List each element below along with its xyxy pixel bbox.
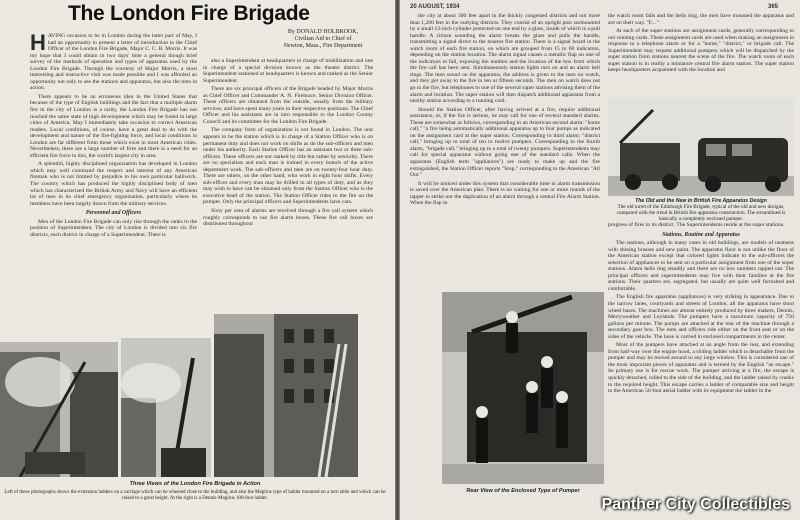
paragraph: progress of fires in its district. The Superintendents reside at the super stations. (608, 222, 785, 228)
photo-dennis-magirus (214, 314, 358, 477)
fire-engines-image (608, 98, 794, 196)
paragraph: AVING occasion to be in London during the latter part of May, I had an opportunity to present a letter of introduction to the Chief Officer of the London Fire Brigade, Major C. C. B. Morris. It was my hope that I could obtain in two days' time a general though brief survey of the methods of operation and types of apparatus used by the London Fire Brigade. Through the courtesy of Major Morris, a most interesting and instructive visit was made possible and I was afforded an opportunity not only to see the stations and apparatus, but also the men in action. (30, 33, 197, 92)
paragraph: Sixty per cent of alarms are received through a fire call system which roughly corresponds to our fire alarm boxes. These fire call boxes are distributed throughout (203, 208, 373, 228)
issue-date: 20 AUGUST, 1934 (410, 4, 460, 10)
fire-scene-image (0, 342, 118, 477)
paragraph: Men of the London Fire Brigade can only rise through the ranks to the position of Superintendent. The city of London is divided into six fire districts, each district in charge of a Superintendent. There is (30, 218, 197, 238)
byline (268, 29, 378, 50)
paragraph: A splendid, highly disciplined organization has developed in London which may well command the respect and interest of any American fireman who is not limited by prejudice to his own particular bailiwick. The country which has produced the highly disciplined body of men which has characterized the British Army and Navy will have an efficient lot of men in its chief emergency organization, particularly where its members have been largely drawn from the military services. (30, 161, 197, 207)
article-title: The London Fire Brigade (68, 2, 310, 25)
page-number: 365 (768, 4, 779, 10)
right-column-2-top (608, 13, 794, 95)
pumper-image (442, 292, 604, 484)
photo-old-and-new-apparatus (608, 98, 794, 196)
paragraph: It will be noticed under this system that considerable time in alarm transmission is saved over the American plan. There is no waiting for one or more rounds of the tapper to strike nor the duplication of an alarm through a central Fire Alarm Station. When the flap in (410, 180, 600, 207)
section-heading: Stations, Routine and Apparatus (662, 231, 740, 238)
photo-caption-title: Three Views of the London Fire Brigade in Action (129, 481, 261, 487)
byline-role: Civilian Aid to Chief of (294, 36, 352, 42)
apparatus-caption: The Old and the New in British Fire Apparatus Design The old turret of the Edinburgh Fire Brigade, typical of the old and new designs, compared with the trend in British fire apparatus construction. The streamlined is basically a completely enclosed pumper. (616, 198, 786, 222)
byline-author: By DONALD HOLBROOK, (287, 29, 359, 35)
paragraph: Most of the pumpers have attached at an angle from the rear, and extending from half-way over the engine hood, a sliding ladder which is detachable from the pumper and may be moved around to any large window. This is considered one of the most important pieces of apparatus and is termed by the English "an escape." Its primary use is for rescue work. The pumper arriving at a fire, the escape is quickly detached, rolled to the side of the building, and the ladder raised by cranks to the required height. This escape carries a ladder of comparable size and height to the American 50-foot aerial ladder with its equipment the ladder in the (608, 342, 794, 395)
right-page (400, 0, 800, 520)
paragraph: There appears to be an erroneous idea in the United States that because of the type of English buildings and the fact that a multiple alarm fire in the city of London is a rarity, the London Fire Brigade has not reached the same state of high development which may be found in large cities of America. May I immediately take occasion to correct American readers. Local conditions, of course, have a great deal to do with the development and nature of the fire-fighting force, and local conditions in London are far different from those which exist in most American cities. Nevertheless, there are a large number of fires and there is a need for an efficient fire force in this, the world's largest city in area. (30, 93, 197, 159)
right-column-1 (410, 13, 600, 281)
paragraph: also a Superintendent at headquarters in charge of mobilization and one in charge of a special division known as the theatre district. The Superintendent stationed at headquarters is known and ranked as the Senior Superintendent. (203, 58, 373, 84)
paragraph: At each of the super stations are assignment cards, generally corresponding to our running cards. These assignment cards are used when making an assignment in response to a telephone alarm or for a "home," "district," or brigade call. The Superintendent may request additional pumpers which will be dispatched by the super station from stations nearest the scene of the fire. The watch room of each super station is in reality a miniature central fire alarm station. The super station keeps headquarters acquainted with the location and (608, 28, 794, 74)
left-page (0, 0, 395, 520)
photo-turntable-ladder (121, 338, 211, 477)
watermark: Panther City Collectibles (601, 496, 790, 513)
paragraph: There are six principal officers of the Brigade headed by Major Morris as Chief Officer and Commander A. N. Firebrace, Senior Division Officer. These officers are obtained from the outside, usually from the military services, and have spent many years in their respective positions. The Chief Officer and his assistants are in turn responsible to the London County Council and its committee for the London Fire Brigade. (203, 86, 373, 125)
paragraph: the watch room falls and the bells ring, the men have mounted the apparatus and are on their way. "F... " (608, 13, 794, 26)
paragraph: The English fire apparatus (appliances) is very striking in appearance. Due to the narrow lanes, courtyards and streets of London, all the apparatus have short wheel bases. The machines are almost entirely produced by three makers, Dennis, Merryweather and Leylands. The pumpers have a maximum capacity of 750 gallons per minute. The pumps are attached at the rear of the machine through a secondary gear box. The men and officers ride either on the front seat or on the sides of the vehicle. The hose is carried in enclosed compartments in the center. (608, 294, 794, 340)
section-heading: Personnel and Officers (85, 210, 142, 217)
drop-cap: H (30, 33, 46, 55)
paragraph: The company form of organization is not found in London. The unit appears to be the station which is in charge of a Station Officer who is on permanent duty and does not work on shifts as do the sub-officers and men under his authority. Each Station Officer has an assistant two or three sub-officers. These officers are not ranked by title but rather by seniority. There are no specialists and each man is trained in every branch of the active department work. The sub-officers and men are on twenty-four hour duty. There are others, on the other hand, who work in eight hour shifts. Every sub-officer and every man may be drilled in all types of duty, and as they may wish to have can be obtained only from the Station Officer who is the executive head of the station. The Station Officer rides to the fire on the pumper. Only the principal officers and Superintendents have cars. (203, 127, 373, 206)
photo-rear-pumper (442, 292, 604, 484)
fire-scene-image (214, 314, 358, 477)
pumper-caption: Rear View of the Enclosed Type of Pumper (466, 488, 580, 494)
paragraph: the city at about 300 feet apart in the thickly congested districts and not more than 1,200 feet in the outlying districts. They consist of an upright post surmounted by a small 12-inch cylinder protected on one end by a glass, inside of which is a pull handle. A citizen sounding the alarm breaks the glass and pulls the handle, transmitting a signal direct to the nearest fire station. There is a signal board in the watch room of each fire station, on which are grouped from 15 to 60 indicators, depending on the station location. The alarm signal causes a metallic flap on one of the indicators to fall, exposing the number and the location of the box from which the fire call has been sent. Simultaneously station lights turn on and an alarm bell rings. The men sound on the apparatus, the address is given to the men on watch, and they get away to the fire in ten or fifteen seconds. The men on watch does not go to the fire, but telephones to one of the several super stations advising them of the alarm and location. The super station will then dispatch additional apparatus from a nearby station according to a running card. (410, 13, 600, 105)
fire-scene-image (121, 338, 211, 477)
photo-extension-ladder (0, 342, 118, 477)
paragraph: The stations, although in many cases in old buildings, are models of neatness with shining brasses and new paint. The apparatus floor is not unlike the floor of the American station except that colored lights indicate to the sub-officers the selection of appliances to be sent on a particular assignment from one of the super stations. Alarm bells ring steadily and there are no box numbers tapped out. The principal officers and superintendents may live with their families at the fire stations. Their quarters are, segregated, but usually are quite well furnished and comfortable. (608, 240, 794, 292)
left-column-2 (203, 58, 373, 333)
photo-caption-body: Left of these photographs shows the extension ladders on a carriage which can be wheeled close to the building, and also the Magirus type of ladder mounted on a turn table and which can be raised to a great height. At the right is a Dennis-Magirus 100-foot ladder. (4, 490, 386, 501)
paragraph: Should the Station Officer, after having arrived at a fire, require additional assistance, or, if the fire is serious, he may call for one of several standard alarms. These are somewhat as follows, corresponding to an American second alarm: "home call," "a fire being automatically additional apparatus up to four pumps as indicated on the assignment card at the super station. Corresponding to third alarm: "district call," bringing up to total of ten to twelve pumpers. Corresponding to the fourth alarm, "brigade call," bringing up to a total of twenty pumpers. Superintendents may call for special apparatus without going one of the standard calls. When the apparatus (English term "appliances") are ready to make up and the fire extinguished, the Station Officer reports "Stop," corresponding to the American "All Out." (410, 106, 600, 179)
right-column-2-bottom (608, 222, 794, 514)
byline-dept: Newton, Mass., Fire Department (283, 43, 363, 49)
left-column-1 (30, 33, 197, 333)
